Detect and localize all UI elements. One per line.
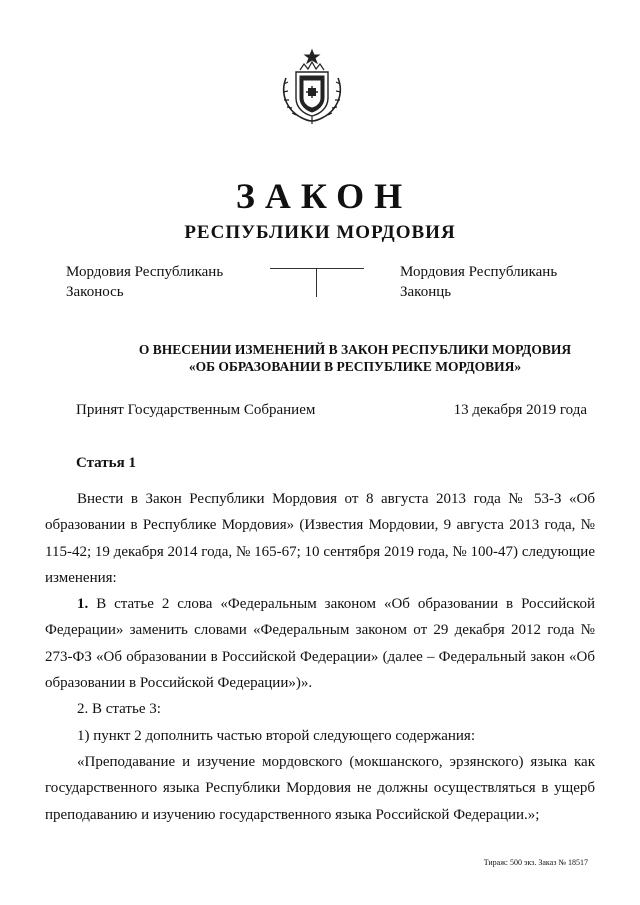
item-2-number: 2. bbox=[77, 701, 89, 718]
moksha-label-line2: Законось bbox=[66, 284, 124, 300]
subitem-1-paragraph: 1) пункт 2 дополнить частью второй следующего содержания: bbox=[77, 727, 475, 744]
item-1-text: В статье 2 слова «Федеральным законом «Об образовании в Российской Федерации» заменить словами «Федеральным законом от 29 декабря 2012 года № 273-ФЗ «Об образовании в Российской Федерации» (далее – Федеральный закон «Об образовании в Российской Федерации»)». bbox=[45, 596, 595, 692]
quote-paragraph: «Преподавание и изучение мордовского (мокшанского, эрзянского) языка как государственного языка Республики Мордовия не должны осуществляться в ущерб преподаванию и изучению государственного языка Российской Федерации.»; bbox=[45, 753, 595, 823]
adopted-date: 13 декабря 2019 года bbox=[453, 402, 587, 418]
item-1-number: 1. bbox=[77, 596, 89, 613]
print-run-info: Тираж: 500 экз. Заказ № 18517 bbox=[483, 858, 588, 867]
erzya-label-line1: Мордовия Республикань bbox=[400, 264, 558, 280]
erzya-label-line2: Законць bbox=[400, 284, 452, 300]
article-body bbox=[45, 486, 595, 828]
moksha-label bbox=[66, 262, 223, 302]
law-name-line1: О ВНЕСЕНИИ ИЗМЕНЕНИЙ В ЗАКОН РЕСПУБЛИКИ МОРДОВИЯ bbox=[138, 342, 572, 357]
law-name bbox=[120, 341, 590, 375]
item-2-paragraph bbox=[45, 696, 595, 722]
erzya-label bbox=[400, 262, 557, 302]
adopted-label: Принят Государственным Собранием bbox=[76, 402, 316, 418]
item-1-paragraph bbox=[45, 591, 595, 696]
article-heading: Статья 1 bbox=[76, 455, 136, 471]
header-divider-horizontal bbox=[270, 268, 364, 269]
header-divider-vertical bbox=[316, 268, 317, 297]
article-intro-paragraph: Внести в Закон Республики Мордовия от 8 августа 2013 года № 53-З «Об образовании в Республике Мордовия» (Известия Мордовии, 9 августа 2013 года, № 115-42; 19 декабря 2014 года, № 165-67; 10 сентября 2019 года, № 100-47) следующие изменения: bbox=[45, 491, 595, 586]
coat-of-arms-emblem bbox=[272, 48, 352, 126]
item-2-text: В статье 3: bbox=[92, 701, 161, 718]
document-title: ЗАКОН bbox=[235, 176, 413, 216]
law-name-line2: «ОБ ОБРАЗОВАНИИ В РЕСПУБЛИКЕ МОРДОВИЯ» bbox=[188, 359, 522, 374]
moksha-label-line1: Мордовия Республикань bbox=[66, 264, 224, 280]
document-subtitle: РЕСПУБЛИКИ МОРДОВИЯ bbox=[184, 222, 456, 243]
